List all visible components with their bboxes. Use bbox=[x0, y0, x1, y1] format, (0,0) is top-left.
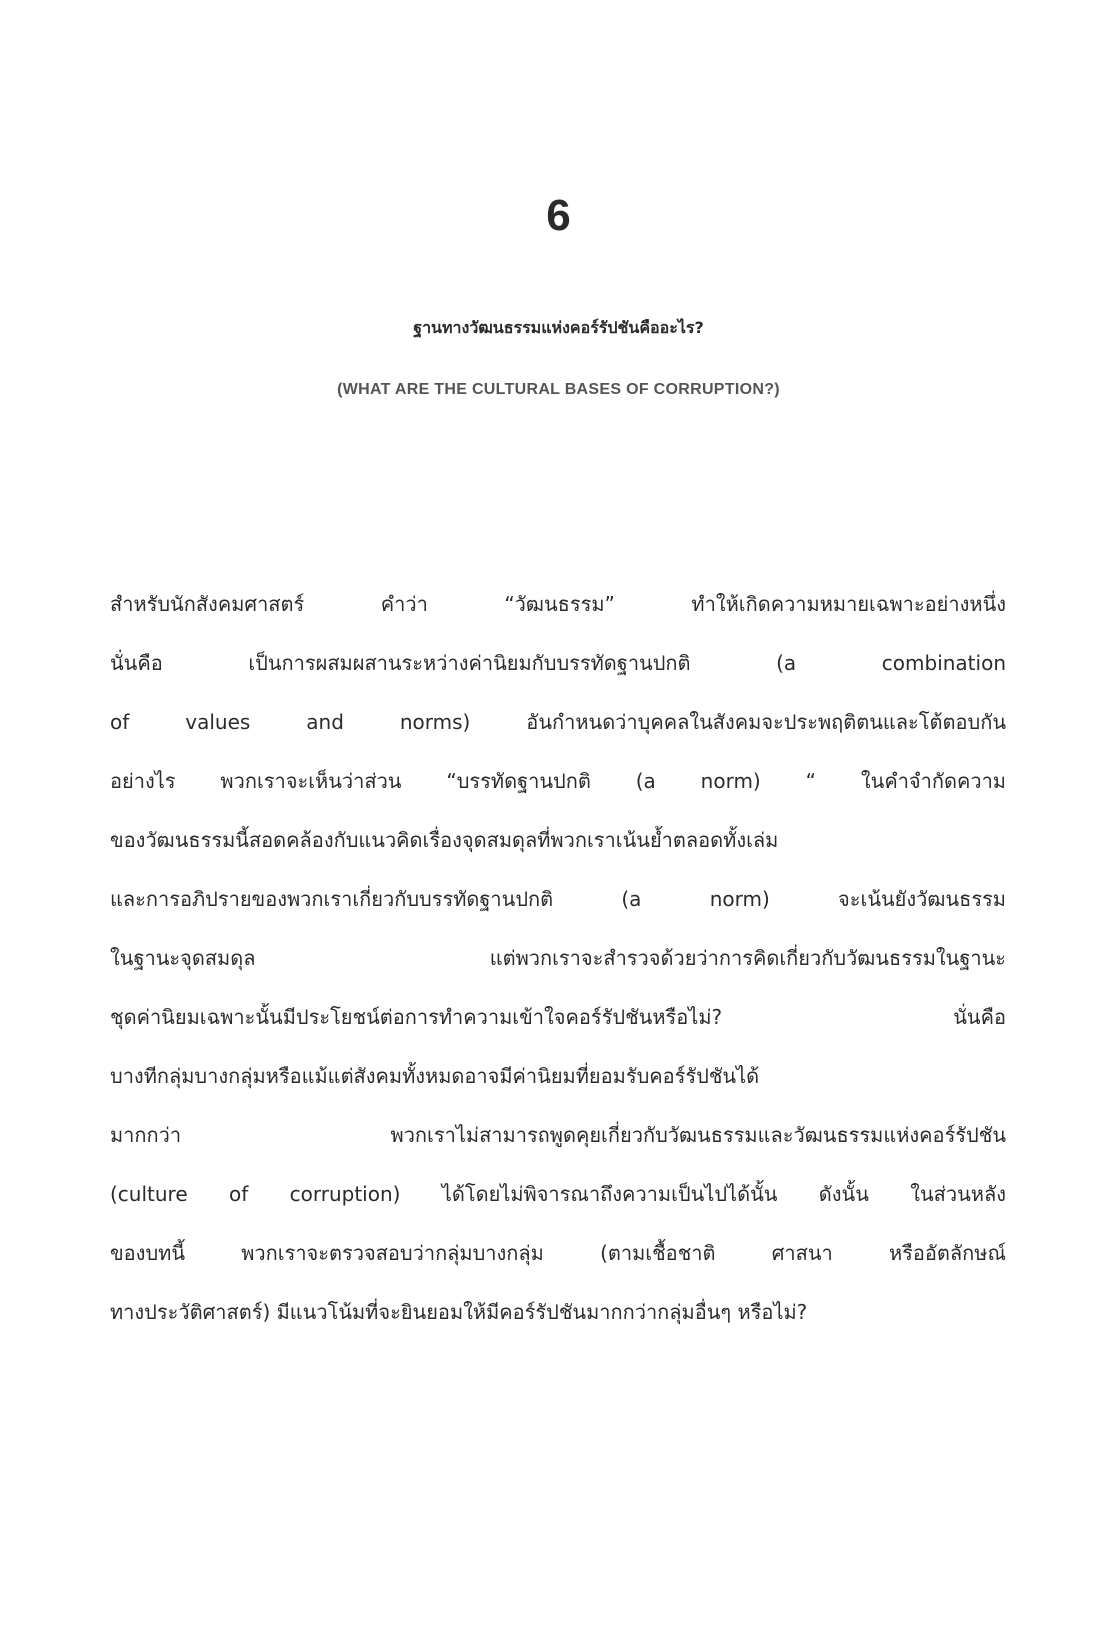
paragraph-line: ทางประวัติศาสตร์) มีแนวโน้มที่จะยินยอมให้มีคอร์รัปชันมากกว่ากลุ่มอื่นๆ หรือไม่? bbox=[110, 1300, 808, 1324]
chapter-title-thai: ฐานทางวัฒนธรรมแห่งคอร์รัปชันคืออะไร? bbox=[413, 318, 704, 337]
paragraph-line: ในฐานะจุดสมดุล แต่พวกเราจะสำรวจด้วยว่าการคิดเกี่ยวกับวัฒนธรรมในฐานะ bbox=[110, 946, 1006, 970]
chapter-title-english: (WHAT ARE THE CULTURAL BASES OF CORRUPTION?) bbox=[337, 381, 780, 398]
paragraph-line: สำหรับนักสังคมศาสตร์ คำว่า “วัฒนธรรม” ทำให้เกิดความหมายเฉพาะอย่างหนึ่ง bbox=[110, 592, 1006, 616]
paragraph-line: และการอภิปรายของพวกเราเกี่ยวกับบรรทัดฐานปกติ (a norm) จะเน้นยังวัฒนธรรม bbox=[110, 887, 1006, 911]
paragraph-line: บางทีกลุ่มบางกลุ่มหรือแม้แต่สังคมทั้งหมดอาจมีค่านิยมที่ยอมรับคอร์รัปชันได้ bbox=[110, 1064, 760, 1088]
paragraph-line: นั่นคือ เป็นการผสมผสานระหว่างค่านิยมกับบรรทัดฐานปกติ (a combination bbox=[110, 651, 1006, 675]
paragraph-line: อย่างไร พวกเราจะเห็นว่าส่วน “บรรทัดฐานปกติ (a norm) “ ในคำจำกัดความ bbox=[110, 769, 1006, 793]
body-paragraph bbox=[110, 575, 1006, 1342]
paragraph-line: ของบทนี้ พวกเราจะตรวจสอบว่ากลุ่มบางกลุ่ม (ตามเชื้อชาติ ศาสนา หรืออัตลักษณ์ bbox=[110, 1241, 1006, 1265]
paragraph-line: (culture of corruption) ได้โดยไม่พิจารณาถึงความเป็นไปได้นั้น ดังนั้น ในส่วนหลัง bbox=[110, 1182, 1006, 1206]
paragraph-line: of values and norms) อันกำหนดว่าบุคคลในสังคมจะประพฤติตนและโต้ตอบกัน bbox=[110, 710, 1006, 734]
paragraph-line: มากกว่า พวกเราไม่สามารถพูดคุยเกี่ยวกับวัฒนธรรมและวัฒนธรรมแห่งคอร์รัปชัน bbox=[110, 1123, 1006, 1147]
paragraph-line: ของวัฒนธรรมนี้สอดคล้องกับแนวคิดเรื่องจุดสมดุลที่พวกเราเน้นย้ำตลอดทั้งเล่ม bbox=[110, 828, 779, 852]
chapter-number: 6 bbox=[546, 191, 571, 240]
paragraph-line: ชุดค่านิยมเฉพาะนั้นมีประโยชน์ต่อการทำความเข้าใจคอร์รัปชันหรือไม่? นั่นคือ bbox=[110, 1005, 1006, 1029]
